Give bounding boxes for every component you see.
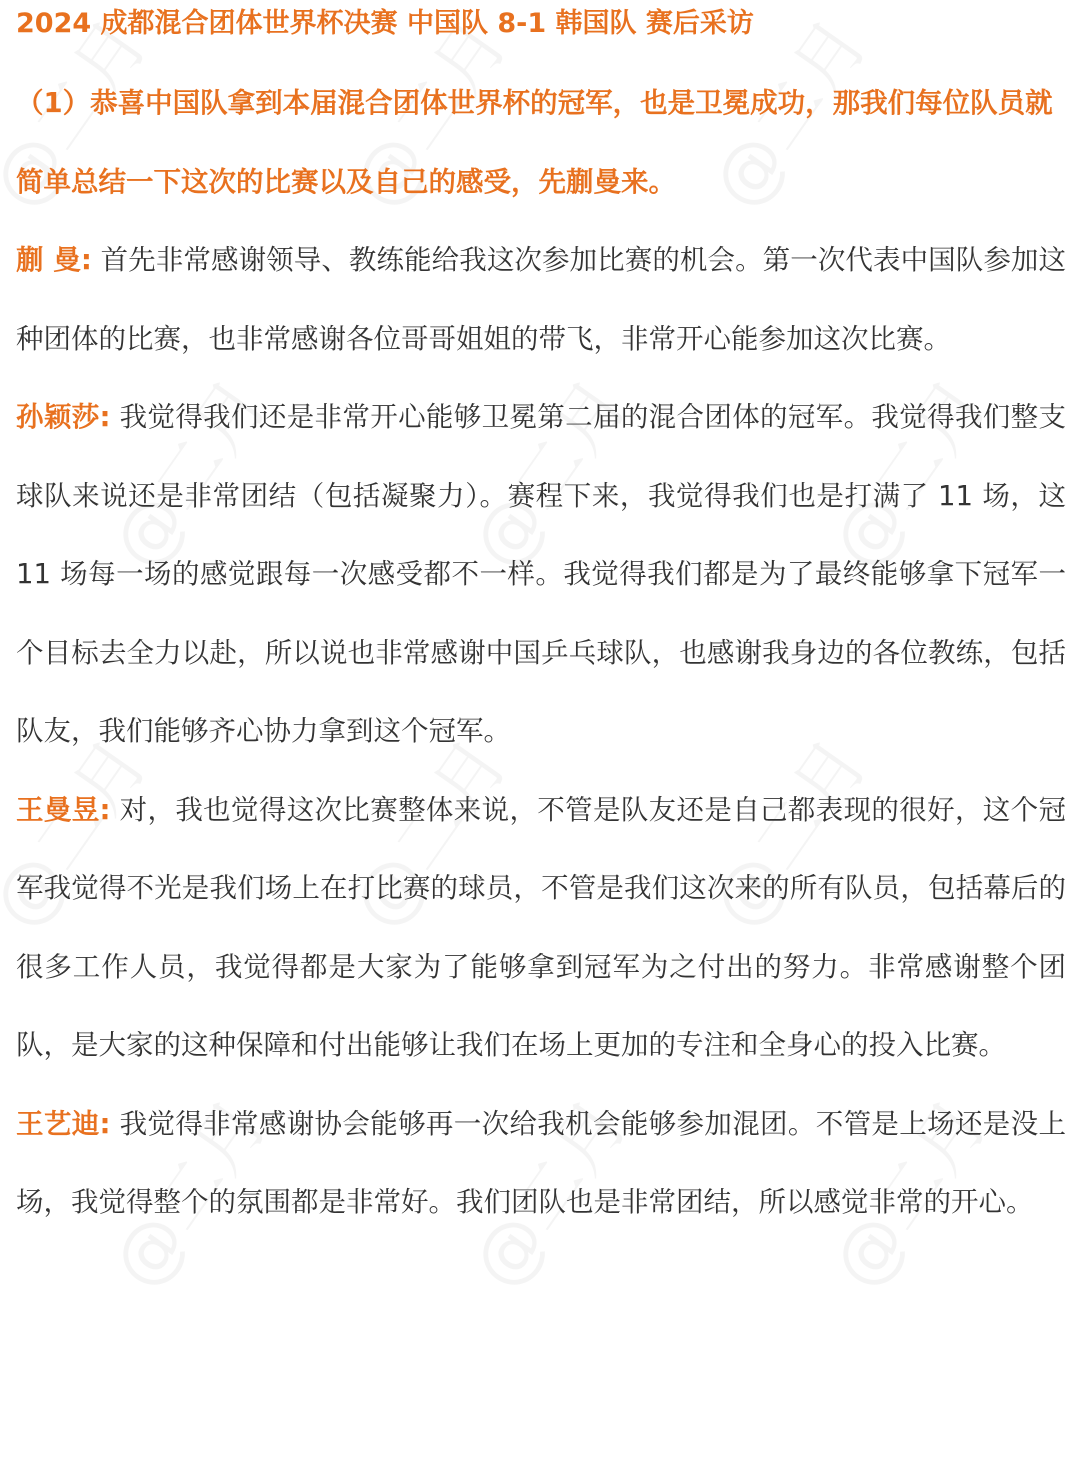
speaker-label: 王曼昱: bbox=[16, 793, 111, 826]
answer-text: 我觉得我们还是非常开心能够卫冕第二届的混合团体的冠军。我觉得我们整支球队来说还是非常团结（包括凝聚力）。赛程下来，我觉得我们也是打满了 11 场，这 11 场每一场的感觉跟每一次感受都不一样。我觉得我们都是为了最终能够拿下冠军一个目标去全力以赴，所以说也非常感谢中国乒乓球队，也感谢我身边的各位教练，包括队友，我们能够齐心协力拿到这个冠军。 bbox=[16, 401, 1066, 747]
speaker-label: 蒯 曼: bbox=[16, 244, 92, 276]
interview-question: （1）恭喜中国队拿到本届混合团体世界杯的冠军，也是卫冕成功，那我们每位队员就简单总结一下这次的比赛以及自己的感受，先蒯曼来。 bbox=[16, 87, 1053, 198]
answer-wang-manyu bbox=[16, 771, 1066, 1085]
answer-sun-yingsha bbox=[16, 378, 1066, 771]
answer-wang-yidi bbox=[16, 1085, 1066, 1242]
answer-text: 对，我也觉得这次比赛整体来说，不管是队友还是自己都表现的很好，这个冠军我觉得不光是我们场上在打比赛的球员，不管是我们这次来的所有队员，包括幕后的很多工作人员，我觉得都是大家为了能够拿到冠军为之付出的努力。非常感谢整个团队，是大家的这种保障和付出能够让我们在场上更加的专注和全身心的投入比赛。 bbox=[16, 793, 1066, 1061]
speaker-label: 王艺迪: bbox=[16, 1107, 111, 1140]
answer-kuai-man bbox=[16, 221, 1066, 378]
interview-article bbox=[16, 0, 1066, 1242]
headline: 2024 成都混合团体世界杯决赛 中国队 8-1 韩国队 赛后采访 bbox=[16, 8, 754, 39]
speaker-label: 孙颖莎: bbox=[16, 401, 111, 433]
answer-text: 我觉得非常感谢协会能够再一次给我机会能够参加混团。不管是上场还是没上场，我觉得整个的氛围都是非常好。我们团队也是非常团结，所以感觉非常的开心。 bbox=[16, 1107, 1066, 1218]
answer-text: 首先非常感谢领导、教练能给我这次参加比赛的机会。第一次代表中国队参加这种团体的比赛，也非常感谢各位哥哥姐姐的带飞，非常开心能参加这次比赛。 bbox=[16, 244, 1066, 355]
